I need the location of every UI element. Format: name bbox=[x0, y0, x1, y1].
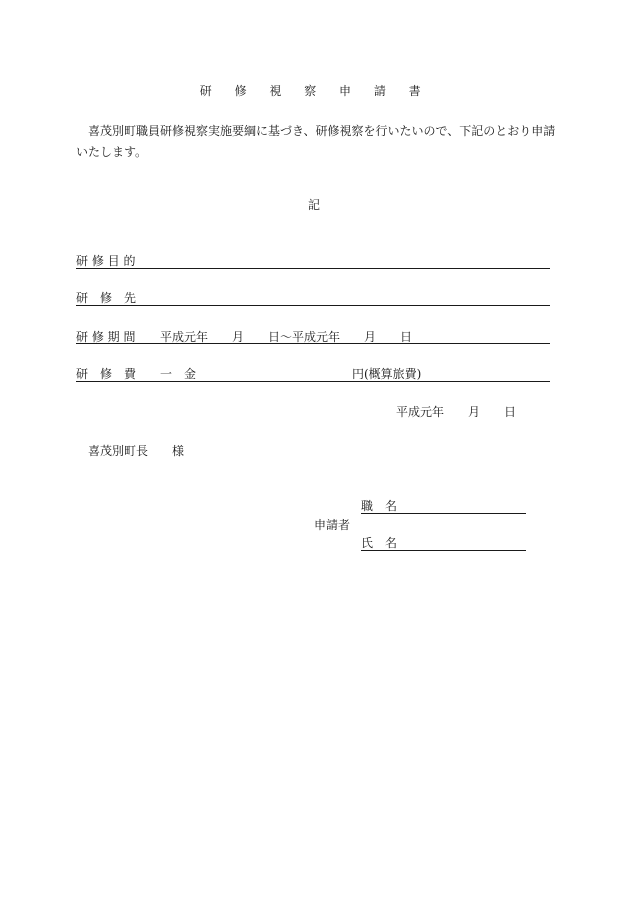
applicant-label: 申請者 bbox=[314, 518, 351, 532]
cost-label: 研 修 費 bbox=[76, 367, 137, 381]
name-line bbox=[361, 550, 526, 551]
destination-label: 研 修 先 bbox=[76, 291, 137, 305]
cost-value: 一 金 円(概算旅費) bbox=[160, 367, 422, 381]
position-label: 職 名 bbox=[361, 499, 398, 513]
application-date: 平成元年 月 日 bbox=[396, 405, 517, 419]
destination-line bbox=[76, 305, 550, 306]
purpose-line bbox=[76, 268, 550, 269]
position-line bbox=[361, 513, 526, 514]
ki-heading: 記 bbox=[308, 198, 321, 212]
intro-text-line-2: いたします。 bbox=[76, 145, 148, 159]
intro-text-line-1: 喜茂別町職員研修視察実施要綱に基づき、研修視察を行いたいので、下記のとおり申請 bbox=[88, 124, 556, 138]
purpose-label: 研 修 目 的 bbox=[76, 254, 136, 268]
document-title: 研 修 視 察 申 請 書 bbox=[199, 84, 431, 98]
name-label: 氏 名 bbox=[361, 536, 398, 550]
period-line bbox=[76, 343, 550, 344]
addressee: 喜茂別町長 様 bbox=[88, 444, 185, 458]
period-label: 研 修 期 間 bbox=[76, 330, 136, 344]
cost-line bbox=[76, 381, 550, 382]
period-value: 平成元年 月 日～平成元年 月 日 bbox=[160, 330, 413, 344]
